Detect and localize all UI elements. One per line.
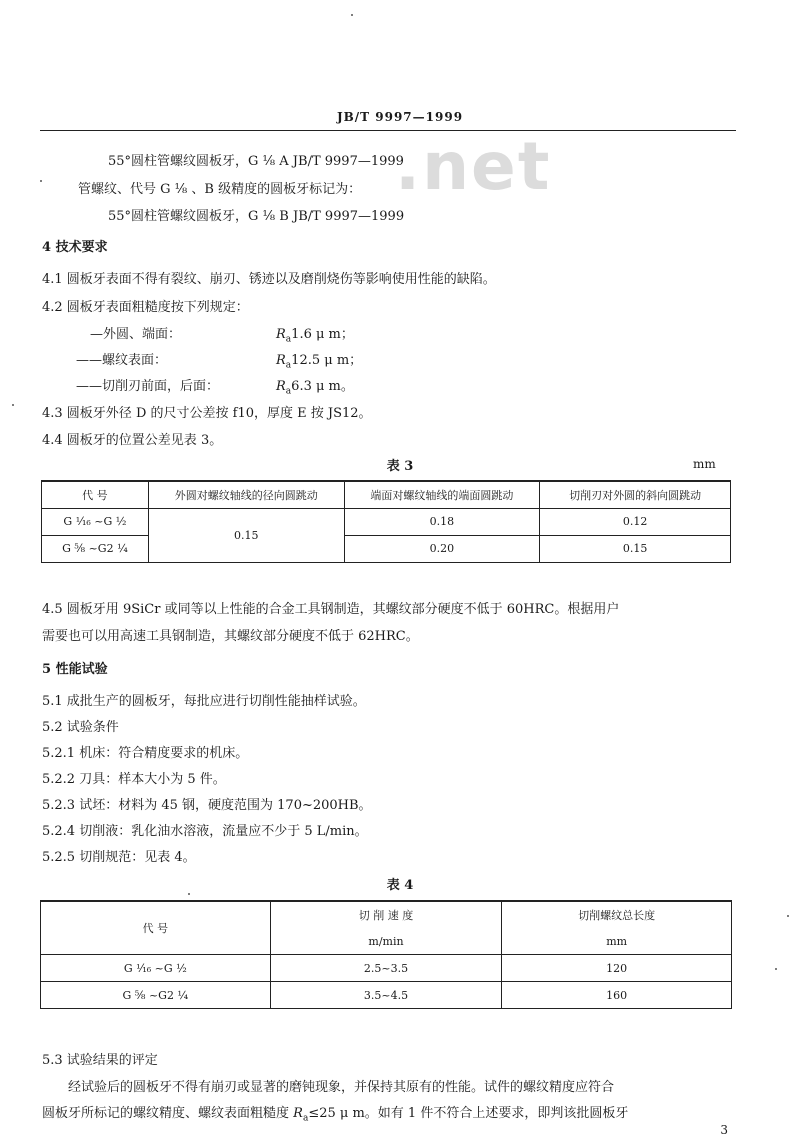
table4-unit-speed: m/min <box>270 928 502 955</box>
section-4-title: 4 技术要求 <box>42 240 108 255</box>
scan-speck <box>775 968 777 970</box>
clause-4-5-line1: 4.5 圆板牙用 9SiCr 或同等以上性能的合金工具钢制造，其螺纹部分硬度不低于 60HRC。根据用户 <box>42 602 620 617</box>
clause-5-2-2: 5.2.2 刀具：样本大小为 5 件。 <box>42 772 226 787</box>
table4-header-code: 代 号 <box>41 901 271 955</box>
table3-header-code: 代 号 <box>42 481 149 508</box>
roughness-value-3: $R_a6.3$ μ m。 <box>276 379 354 397</box>
section-5-title: 5 性能试验 <box>42 662 108 677</box>
roughness-value-1: $R_a1.6$ μ m； <box>276 327 354 345</box>
table3-row1-face: 0.18 <box>344 508 540 535</box>
clause-4-3: 4.3 圆板牙外径 D 的尺寸公差按 f10，厚度 E 按 JS12。 <box>42 406 372 421</box>
clause-5-3-line2: 圆板牙所标记的螺纹精度、螺纹表面粗糙度 $R_a\le 25$ μ m。如有 1 件不符合上述要求，即判该批圆板牙 <box>42 1106 629 1124</box>
table4-row2-code: G ⅝ ~G2 ¼ <box>41 982 271 1009</box>
table4-row1-speed: 2.5~3.5 <box>270 955 502 982</box>
marking-example-a: 55°圆柱管螺纹圆板牙，G ⅛ A JB/T 9997—1999 <box>108 154 404 169</box>
table4-unit-length: mm <box>502 928 732 955</box>
table3-row1-code: G ¹⁄₁₆ ~G ½ <box>42 508 149 535</box>
table3-caption: 表 3 <box>386 459 414 474</box>
roughness-label-2: ——螺纹表面： <box>76 353 168 368</box>
clause-5-2-3: 5.2.3 试坯：材料为 45 钢，硬度范围为 170~200HB。 <box>42 798 372 813</box>
table3-unit: mm <box>693 457 716 471</box>
clause-5-3-line1: 经试验后的圆板牙不得有崩刃或显著的磨钝现象，并保持其原有的性能。试件的螺纹精度应符合 <box>68 1080 615 1095</box>
scan-speck <box>40 180 42 182</box>
table4-header-length: 切削螺纹总长度 <box>502 901 732 928</box>
scan-speck <box>351 14 353 16</box>
marking-intro-b: 管螺纹、代号 G ⅛ 、B 级精度的圆板牙标记为： <box>78 182 362 197</box>
scan-speck <box>12 404 14 406</box>
table3-row1-oblique: 0.12 <box>540 508 731 535</box>
header-rule <box>40 130 736 131</box>
page-header: JB/T 9997—1999 <box>336 110 464 124</box>
table3-row2-oblique: 0.15 <box>540 535 731 562</box>
clause-4-2: 4.2 圆板牙表面粗糙度按下列规定： <box>42 300 249 315</box>
watermark: .net <box>395 128 552 205</box>
clause-5-2-1: 5.2.1 机床：符合精度要求的机床。 <box>42 746 249 761</box>
clause-5-2-5: 5.2.5 切削规范：见表 4。 <box>42 850 196 865</box>
table-3 <box>41 480 731 563</box>
table3-header-oblique: 切削刃对外圆的斜向圆跳动 <box>540 481 731 508</box>
clause-5-2-4: 5.2.4 切削液：乳化油水溶液，流量应不少于 5 L/min。 <box>42 824 368 839</box>
clause-4-4: 4.4 圆板牙的位置公差见表 3。 <box>42 433 223 448</box>
marking-example-b: 55°圆柱管螺纹圆板牙，G ⅛ B JB/T 9997—1999 <box>108 209 405 224</box>
table3-header-radial: 外圆对螺纹轴线的径向圆跳动 <box>148 481 344 508</box>
page-number: 3 <box>720 1123 728 1137</box>
table4-caption: 表 4 <box>386 878 414 893</box>
clause-5-2: 5.2 试验条件 <box>42 720 119 735</box>
scan-speck <box>787 915 789 917</box>
table4-row1-code: G ¹⁄₁₆ ~G ½ <box>41 955 271 982</box>
clause-5-3: 5.3 试验结果的评定 <box>42 1053 158 1068</box>
clause-5-1: 5.1 成批生产的圆板牙，每批应进行切削性能抽样试验。 <box>42 694 366 709</box>
clause-4-1: 4.1 圆板牙表面不得有裂纹、崩刃、锈迹以及磨削烧伤等影响使用性能的缺陷。 <box>42 272 496 287</box>
scan-speck <box>188 893 190 895</box>
roughness-label-1: —外圆、端面： <box>90 327 182 342</box>
table-4 <box>40 900 732 1009</box>
table4-row1-length: 120 <box>502 955 732 982</box>
table4-header-speed: 切 削 速 度 <box>270 901 502 928</box>
table3-header-face: 端面对螺纹轴线的端面圆跳动 <box>344 481 540 508</box>
table3-radial-value: 0.15 <box>148 508 344 562</box>
roughness-value-2: $R_a12.5$ μ m； <box>276 353 363 371</box>
clause-4-5-line2: 需要也可以用高速工具钢制造，其螺纹部分硬度不低于 62HRC。 <box>42 629 419 644</box>
table4-row2-length: 160 <box>502 982 732 1009</box>
table3-row2-face: 0.20 <box>344 535 540 562</box>
roughness-label-3: ——切削刃前面，后面： <box>76 379 220 394</box>
table3-row2-code: G ⅝ ~G2 ¼ <box>42 535 149 562</box>
table4-row2-speed: 3.5~4.5 <box>270 982 502 1009</box>
